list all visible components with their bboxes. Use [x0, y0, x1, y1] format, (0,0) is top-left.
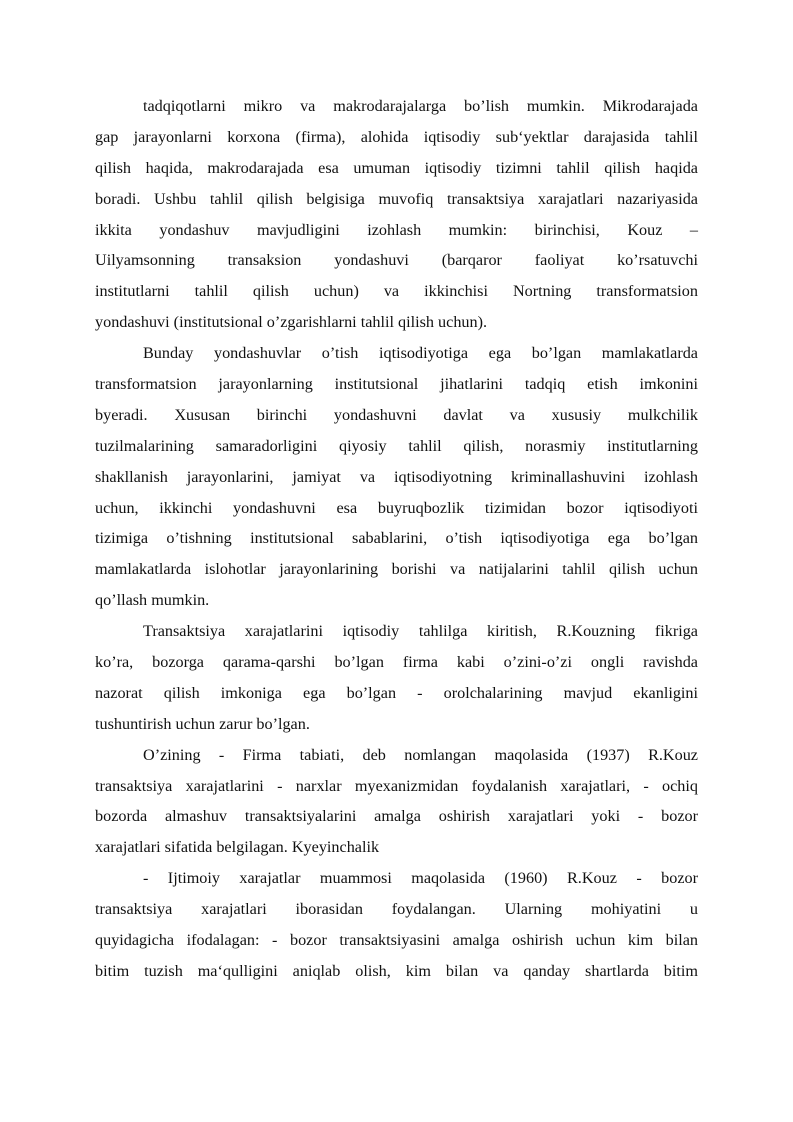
paragraph-first-line: Bunday yondashuvlar o’tish iqtisodiyotiga ega bo’lgan mamlakatlarda — [143, 344, 698, 363]
text-line: institutlarni tahlil qilish uchun) va ikkinchisi Nortning transformatsion — [95, 282, 698, 301]
text-line: tuzilmalarining samaradorligini qiyosiy tahlil qilish, norasmiy institutlarning — [95, 436, 698, 455]
text-line: qo’llash mumkin. — [95, 591, 210, 610]
paragraph-first-line: O’zining - Firma tabiati, deb nomlangan maqolasida (1937) R.Kouz — [143, 745, 698, 764]
text-line: transformatsion jarayonlarning institutsional jihatlarini tadqiq etish imkonini — [95, 375, 698, 394]
text-line: tizimiga o’tishning institutsional sabablarini, o’tish iqtisodiyotiga ega bo’lgan — [95, 529, 698, 548]
text-line: uchun, ikkinchi yondashuvni esa buyruqbozlik tizimidan bozor iqtisodiyoti — [95, 498, 698, 517]
text-line: transaktsiya xarajatlari iborasidan foydalangan. Ularning mohiyatini u — [95, 900, 698, 919]
text-line: bitim tuzish ma‘qulligini aniqlab olish, kim bilan va qanday shartlarda bitim — [95, 961, 698, 980]
text-line: bozorda almashuv transaktsiyalarini amalga oshirish xarajatlari yoki - bozor — [95, 807, 698, 826]
text-line: qilish haqida, makrodarajada esa umuman iqtisodiy tizimni tahlil qilish haqida — [95, 158, 698, 177]
text-line: transaktsiya xarajatlarini - narxlar myexanizmidan foydalanish xarajatlari, - ochiq — [95, 776, 698, 795]
text-line: ko’ra, bozorga qarama-qarshi bo’lgan firma kabi o’zini-o’zi ongli ravishda — [95, 653, 698, 672]
paragraph-first-line: Transaktsiya xarajatlarini iqtisodiy tahlilga kiritish, R.Kouzning fikriga — [143, 622, 698, 641]
paragraph-first-line: - Ijtimoiy xarajatlar muammosi maqolasida (1960) R.Kouz - bozor — [143, 869, 698, 888]
text-line: byeradi. Xususan birinchi yondashuvni davlat va xususiy mulkchilik — [95, 405, 698, 424]
text-line: yondashuvi (institutsional o’zgarishlarni tahlil qilish uchun). — [95, 313, 488, 332]
text-line: xarajatlari sifatida belgilagan. Kyeyinchalik — [95, 838, 380, 857]
paragraph-first-line: tadqiqotlarni mikro va makrodarajalarga bo’lish mumkin. Mikrodarajada — [143, 97, 698, 115]
text-line: quyidagicha ifodalagan: - bozor transaktsiyasini amalga oshirish uchun kim bilan — [95, 931, 698, 950]
body-text — [95, 91, 698, 987]
text-line: tushuntirish uchun zarur bo’lgan. — [95, 714, 310, 733]
text-line: ikkita yondashuv mavjudligini izohlash mumkin: birinchisi, Kouz – — [95, 220, 698, 239]
text-line: Uilyamsonning transaksion yondashuvi (barqaror faoliyat ko’rsatuvchi — [95, 251, 698, 270]
text-line: nazorat qilish imkoniga ega bo’lgan - orolchalarining mavjud ekanligini — [95, 683, 698, 702]
text-line: mamlakatlarda islohotlar jarayonlarining borishi va natijalarini tahlil qilish uchun — [95, 560, 698, 579]
text-line: shakllanish jarayonlarini, jamiyat va iqtisodiyotning kriminallashuvini izohlash — [95, 467, 698, 486]
text-line: gap jarayonlarni korxona (firma), alohida iqtisodiy sub‘yektlar darajasida tahlil — [95, 127, 698, 146]
text-line: boradi. Ushbu tahlil qilish belgisiga muvofiq transaktsiya xarajatlari nazariyasida — [95, 189, 698, 208]
